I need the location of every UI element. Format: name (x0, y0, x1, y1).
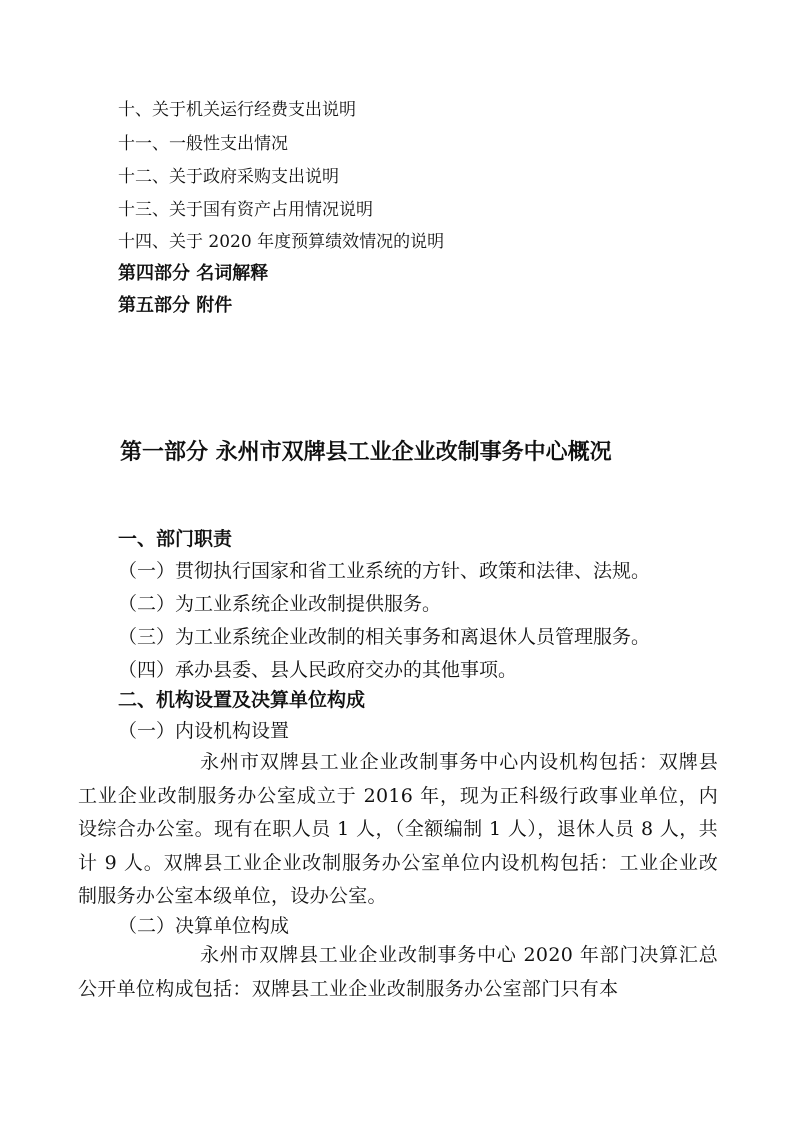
subsection-title-units: （二）决算单位构成 (118, 915, 290, 937)
toc-item-10: 十、关于机关运行经费支出说明 (118, 100, 356, 120)
toc-item-11: 十一、一般性支出情况 (118, 134, 288, 154)
toc-item-14: 十四、关于 2020 年度预算绩效情况的说明 (118, 232, 445, 252)
duty-item-4: （四）承办县委、县人民政府交办的其他事项。 (118, 659, 518, 681)
toc-part-5: 第五部分 附件 (118, 295, 233, 316)
toc-item-12: 十二、关于政府采购支出说明 (118, 167, 339, 187)
toc-part-4: 第四部分 名词解释 (118, 263, 269, 284)
subsection-title-internal: （一）内设机构设置 (118, 720, 290, 742)
duty-item-1: （一）贯彻执行国家和省工业系统的方针、政策和法律、法规。 (118, 560, 651, 582)
toc-item-13: 十三、关于国有资产占用情况说明 (118, 200, 373, 220)
paragraph-unit-composition: 永州市双牌县工业企业改制事务中心 2020 年部门决算汇总公开单位构成包括：双牌县工业企业改制服务办公室部门只有本 (78, 944, 718, 1000)
duty-item-2: （二）为工业系统企业改制提供服务。 (118, 593, 442, 615)
duty-item-3: （三）为工业系统企业改制的相关事务和离退休人员管理服务。 (118, 626, 651, 648)
paragraph-internal-structure: 永州市双牌县工业企业改制事务中心内设机构包括：双牌县工业企业改制服务办公室成立于 2016 年，现为正科级行政事业单位，内设综合办公室。现有在职人员 1 人，（全额编制 1 人），退休人员 8 人，共计 9 人。双牌县工业企业改制服务办公室单位内设机构包括：工业企业改制服务办公室本级单位，设办公室。 (78, 751, 718, 907)
section-heading-duties: 一、部门职责 (118, 528, 233, 550)
section-heading-organization: 二、机构设置及决算单位构成 (118, 689, 366, 711)
chapter-title: 第一部分 永州市双牌县工业企业改制事务中心概况 (120, 440, 612, 465)
